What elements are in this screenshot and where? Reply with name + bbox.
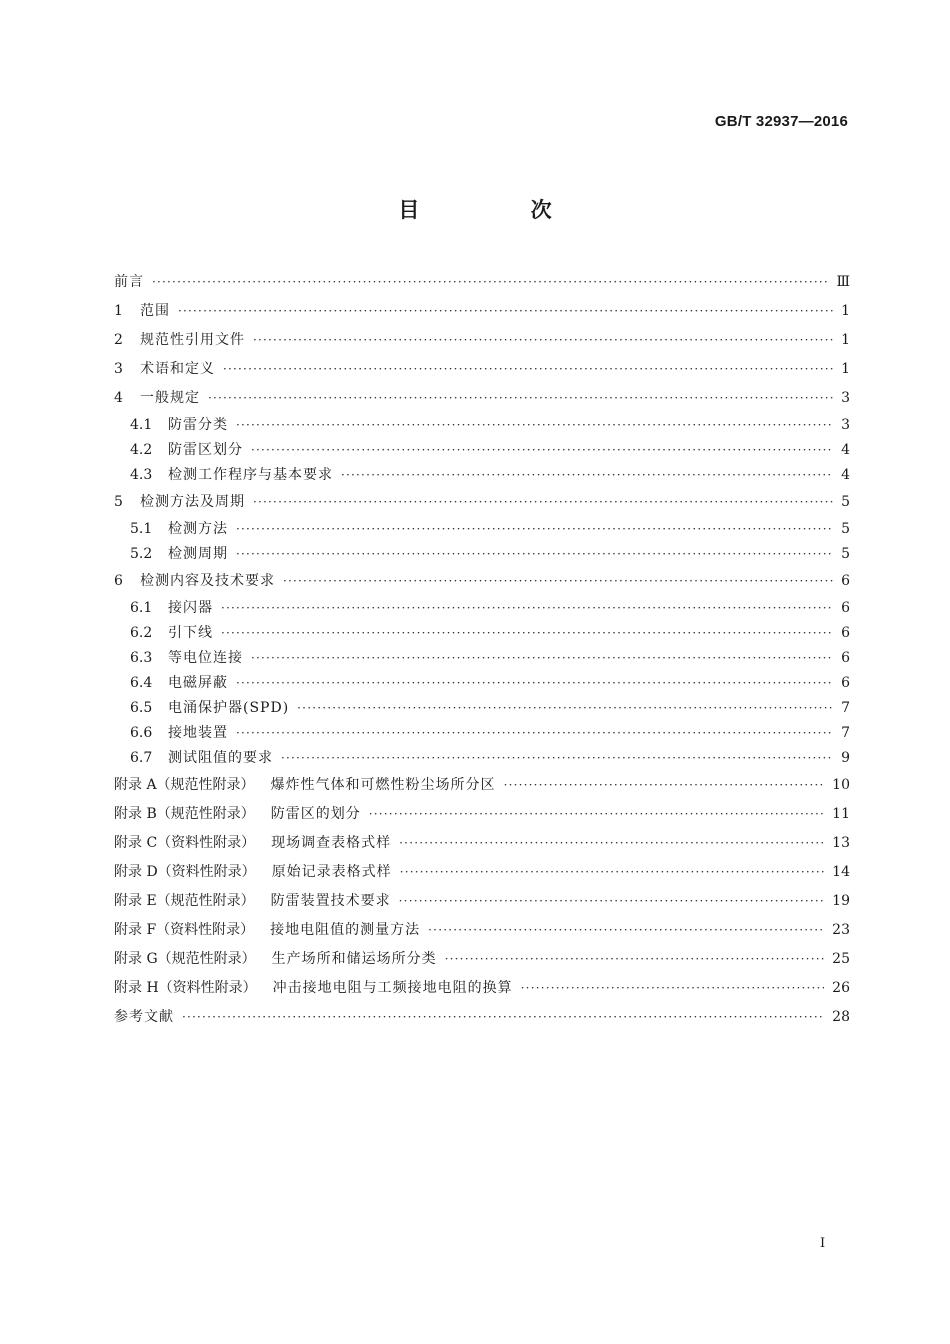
toc-entry-number: 附录 E（规范性附录） <box>114 893 255 909</box>
toc-leader-dots <box>178 297 833 326</box>
toc-entry-label: 现场调查表格式样 <box>271 835 392 851</box>
toc-leader-dots <box>236 671 833 696</box>
toc-leader-dots <box>208 384 833 413</box>
toc-entry-label: 术语和定义 <box>140 361 215 377</box>
toc-entry-label: 引下线 <box>168 625 213 641</box>
toc-entry-number: 附录 A（规范性附录） <box>114 777 255 793</box>
toc-leader-dots <box>283 567 833 596</box>
toc-leader-dots <box>253 326 833 355</box>
toc-entry[interactable] <box>114 268 850 297</box>
toc-entry-number: 附录 D（资料性附录） <box>114 864 256 880</box>
toc-leader-dots <box>369 800 824 829</box>
toc-entry-page: 7 <box>841 700 850 716</box>
toc-entry[interactable] <box>114 771 850 800</box>
toc-entry[interactable] <box>114 1003 850 1032</box>
toc-entry-page: 14 <box>832 864 850 880</box>
toc-entry-number: 附录 B（规范性附录） <box>114 806 255 822</box>
toc-entry-label: 一般规定 <box>140 390 200 406</box>
page-number: I <box>820 1236 826 1251</box>
toc-entry-page: 23 <box>832 922 850 938</box>
toc-entry[interactable] <box>114 542 850 567</box>
toc-entry-page: Ⅲ <box>836 274 850 290</box>
toc-entry-page: 6 <box>841 675 850 691</box>
toc-entry-label: 规范性引用文件 <box>140 332 245 348</box>
toc-title: 目 次 <box>398 198 604 222</box>
toc-entry-page: 5 <box>841 521 850 537</box>
toc-entry-page: 7 <box>841 725 850 741</box>
toc-entry-page: 28 <box>832 1009 850 1025</box>
toc-entry-page: 6 <box>841 650 850 666</box>
toc-entry[interactable] <box>114 858 850 887</box>
toc-entry-page: 3 <box>841 417 850 433</box>
toc-entry-page: 6 <box>841 625 850 641</box>
toc-entry[interactable] <box>114 945 850 974</box>
toc-entry-number: 2 <box>114 332 123 348</box>
toc-entry-label: 接地装置 <box>168 725 228 741</box>
toc-entry[interactable] <box>114 297 850 326</box>
toc-entry-page: 3 <box>841 390 850 406</box>
toc-entry-label: 前言 <box>114 274 144 290</box>
toc-entry-page: 6 <box>841 600 850 616</box>
toc-entry-label: 范围 <box>140 303 170 319</box>
toc-entry-number: 6.6 <box>130 725 153 741</box>
toc-entry-label: 检测方法 <box>168 521 228 537</box>
toc-entry-number: 附录 H（资料性附录） <box>114 980 257 996</box>
toc-entry-page: 26 <box>832 980 850 996</box>
toc-entry-number: 4 <box>114 390 123 406</box>
toc-entry-label: 防雷分类 <box>168 417 228 433</box>
toc-entry[interactable] <box>114 696 850 721</box>
toc-leader-dots <box>399 887 825 916</box>
toc-leader-dots <box>504 771 825 800</box>
toc-leader-dots <box>236 542 833 567</box>
standard-number: GB/T 32937—2016 <box>714 113 848 130</box>
toc-entry-page: 25 <box>832 951 850 967</box>
toc-entry-label: 冲击接地电阻与工频接地电阻的换算 <box>272 980 513 996</box>
toc-leader-dots <box>253 488 833 517</box>
toc-entry-number: 6.2 <box>130 625 153 641</box>
toc-entry-label: 电涌保护器(SPD) <box>168 700 290 716</box>
toc-entry-label: 等电位连接 <box>168 650 243 666</box>
toc-entry[interactable] <box>114 517 850 542</box>
toc-leader-dots <box>236 413 833 438</box>
toc-entry-number: 附录 F（资料性附录） <box>114 922 255 938</box>
toc-entry-page: 5 <box>841 546 850 562</box>
toc-entry-label: 检测内容及技术要求 <box>140 573 275 589</box>
toc-entry[interactable] <box>114 413 850 438</box>
toc-entry[interactable] <box>114 974 850 1003</box>
toc-entry-label: 检测周期 <box>168 546 228 562</box>
toc-leader-dots <box>428 916 824 945</box>
toc-entry[interactable] <box>114 355 850 384</box>
toc-entry-number: 4.3 <box>130 467 153 483</box>
toc-entry[interactable] <box>114 621 850 646</box>
toc-entry-number: 4.1 <box>130 417 153 433</box>
toc-entry[interactable] <box>114 916 850 945</box>
toc-entry-page: 1 <box>841 332 850 348</box>
toc-leader-dots <box>251 438 833 463</box>
toc-entry-number: 6.5 <box>130 700 153 716</box>
toc-entry-label: 防雷区的划分 <box>270 806 361 822</box>
toc-entry[interactable] <box>114 646 850 671</box>
toc-entry-page: 10 <box>832 777 850 793</box>
toc-entry-page: 4 <box>841 467 850 483</box>
toc-leader-dots <box>281 746 833 771</box>
toc-entry-number: 5.2 <box>130 546 153 562</box>
toc-entry-label: 接地电阻值的测量方法 <box>270 922 421 938</box>
toc-entry[interactable] <box>114 721 850 746</box>
toc-entry[interactable] <box>114 384 850 413</box>
toc-entry-number: 3 <box>114 361 123 377</box>
toc-entry[interactable] <box>114 488 850 517</box>
toc-entry-label: 防雷装置技术要求 <box>270 893 391 909</box>
toc-entry-label: 检测方法及周期 <box>140 494 245 510</box>
toc-entry-label: 电磁屏蔽 <box>168 675 228 691</box>
toc-entry-label: 测试阻值的要求 <box>168 750 273 766</box>
table-of-contents <box>114 268 850 1032</box>
toc-leader-dots <box>182 1003 824 1032</box>
toc-leader-dots <box>223 355 833 384</box>
toc-leader-dots <box>236 721 833 746</box>
toc-entry-page: 1 <box>841 361 850 377</box>
toc-entry-number: 4.2 <box>130 442 153 458</box>
toc-entry[interactable] <box>114 463 850 488</box>
toc-entry-page: 6 <box>841 573 850 589</box>
toc-entry-page: 19 <box>832 893 850 909</box>
toc-entry-number: 6.1 <box>130 600 153 616</box>
toc-leader-dots <box>400 858 824 887</box>
toc-entry-number: 1 <box>114 303 123 319</box>
toc-entry-page: 4 <box>841 442 850 458</box>
toc-leader-dots <box>236 517 833 542</box>
toc-entry-label: 原始记录表格式样 <box>271 864 392 880</box>
toc-entry-number: 6.3 <box>130 650 153 666</box>
toc-entry[interactable] <box>114 800 850 829</box>
toc-leader-dots <box>221 621 833 646</box>
toc-entry-number: 6 <box>114 573 123 589</box>
toc-entry-page: 13 <box>832 835 850 851</box>
toc-entry-number: 6.4 <box>130 675 153 691</box>
toc-leader-dots <box>297 696 833 721</box>
toc-entry-number: 附录 C（资料性附录） <box>114 835 256 851</box>
toc-entry-number: 5 <box>114 494 123 510</box>
toc-leader-dots <box>445 945 825 974</box>
toc-entry-number: 5.1 <box>130 521 153 537</box>
toc-entry[interactable] <box>114 671 850 696</box>
toc-entry-label: 爆炸性气体和可燃性粉尘场所分区 <box>270 777 496 793</box>
toc-entry-label: 参考文献 <box>114 1009 174 1025</box>
toc-entry-label: 生产场所和储运场所分类 <box>271 951 437 967</box>
toc-entry[interactable] <box>114 567 850 596</box>
toc-entry-page: 11 <box>832 806 850 822</box>
toc-entry-page: 1 <box>841 303 850 319</box>
toc-entry-label: 接闪器 <box>168 600 213 616</box>
toc-entry-number: 附录 G（规范性附录） <box>114 951 256 967</box>
toc-leader-dots <box>251 646 833 671</box>
toc-entry-label: 检测工作程序与基本要求 <box>168 467 333 483</box>
toc-entry[interactable] <box>114 596 850 621</box>
toc-leader-dots <box>152 268 828 297</box>
toc-entry[interactable] <box>114 326 850 355</box>
toc-leader-dots <box>521 974 825 1003</box>
toc-entry-label: 防雷区划分 <box>168 442 243 458</box>
toc-entry-page: 5 <box>841 494 850 510</box>
toc-entry-number: 6.7 <box>130 750 153 766</box>
toc-entry[interactable] <box>114 887 850 916</box>
toc-entry[interactable] <box>114 829 850 858</box>
toc-leader-dots <box>341 463 833 488</box>
toc-entry-page: 9 <box>841 750 850 766</box>
toc-leader-dots <box>399 829 824 858</box>
toc-entry[interactable] <box>114 746 850 771</box>
toc-entry[interactable] <box>114 438 850 463</box>
toc-leader-dots <box>221 596 833 621</box>
